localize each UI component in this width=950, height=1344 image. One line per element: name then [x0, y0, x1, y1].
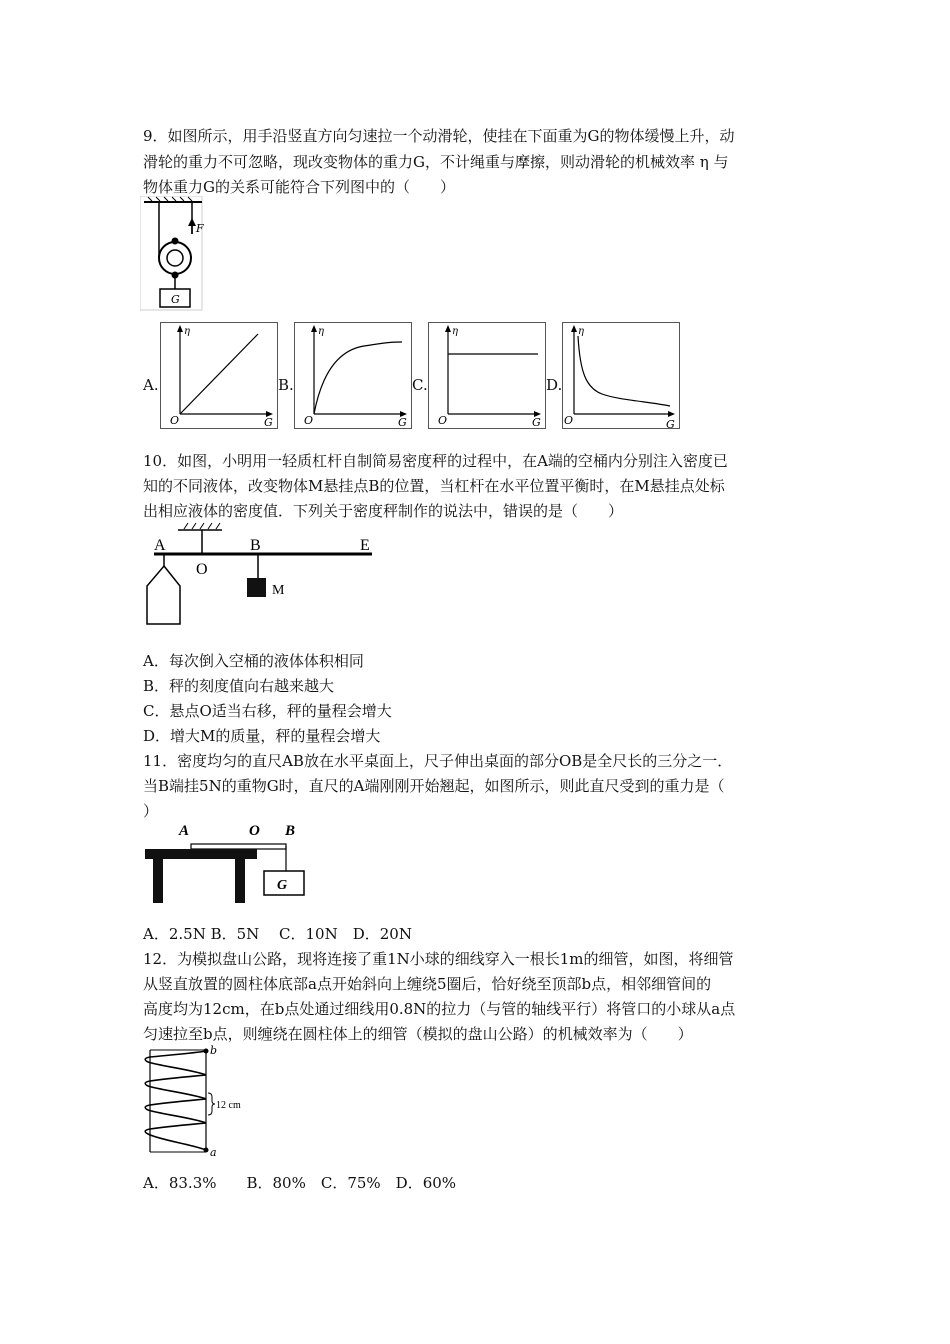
svg-text:O: O: [304, 414, 314, 427]
ruler-o-label: O: [249, 823, 260, 839]
option-d-label: D.: [546, 376, 563, 394]
svg-text:η: η: [318, 326, 324, 337]
q9-line-3: 物体重力G的关系可能符合下列图中的（ ）: [143, 178, 455, 196]
q12-answer-options: A．83.3% B．80% C．75% D．60%: [143, 1174, 457, 1192]
svg-text:G: G: [398, 416, 407, 429]
coil-gap-label: 12 cm: [216, 1100, 241, 1111]
q12-line-3: 高度均为12cm，在b点处通过细线用0.8N的拉力（与管的轴线平行）将管口的小球从a点: [143, 1000, 736, 1018]
q11-line-3: ）: [143, 802, 159, 820]
svg-text:η: η: [184, 326, 190, 337]
pulley-figure: [140, 196, 210, 311]
svg-text:O: O: [564, 414, 574, 427]
option-a-label: A.: [143, 376, 159, 394]
q10-line-1: 10．如图，小明用一轻质杠杆自制简易密度秤的过程中，在A端的空桶内分别注入密度已: [143, 452, 728, 470]
q10-choice-c: C．悬点O适当右移，秤的量程会增大: [143, 702, 392, 720]
svg-text:η: η: [452, 326, 458, 337]
pulley-weight-label: G: [171, 293, 180, 306]
graph-b: [294, 322, 414, 430]
coil-a-label: a: [210, 1146, 217, 1159]
pulley-force-label: F: [196, 222, 204, 235]
coil-cylinder-figure: [140, 1044, 248, 1159]
q10-line-3: 出相应液体的密度值．下列关于密度秤制作的说法中，错误的是（ ）: [143, 502, 624, 520]
lever-e-label: E: [360, 537, 370, 554]
q11-line-1: 11．密度均匀的直尺AB放在水平桌面上，尺子伸出桌面的部分OB是全尺长的三分之一．: [143, 752, 733, 770]
q12-line-2: 从竖直放置的圆柱体底部a点开始斜向上缠绕5圈后，恰好绕至顶部b点，相邻细管间的: [143, 975, 712, 993]
lever-m-label: M: [272, 583, 285, 598]
q11-line-2: 当B端挂5N的重物G时，直尺的A端刚刚开始翘起，如图所示，则此直尺受到的重力是（: [143, 777, 725, 795]
ruler-a-label: A: [179, 823, 190, 839]
graph-d: [562, 322, 682, 432]
ruler-table-figure: [143, 819, 313, 904]
svg-text:η: η: [578, 326, 584, 337]
q10-choice-b: B．秤的刻度值向右越来越大: [143, 677, 335, 695]
graph-c: [428, 322, 548, 430]
coil-b-label: b: [210, 1044, 218, 1057]
q12-line-1: 12．为模拟盘山公路，现将连接了重1N小球的细线穿入一根长1m的细管，如图，将细管: [143, 950, 734, 968]
q10-choice-a: A．每次倒入空桶的液体体积相同: [143, 652, 364, 670]
q11-answer-options: A．2.5N B．5N C．10N D．20N: [143, 925, 412, 943]
q9-line-1: 9．如图所示，用手沿竖直方向匀速拉一个动滑轮，使挂在下面重为G的物体缓慢上升，动: [143, 127, 735, 145]
ruler-g-label: G: [277, 878, 288, 893]
svg-text:G: G: [666, 418, 675, 431]
svg-text:G: G: [264, 416, 273, 429]
option-b-label: B.: [278, 376, 294, 394]
lever-o-label: O: [196, 561, 208, 578]
lever-a-label: A: [154, 537, 166, 554]
q10-choice-d: D．增大M的质量，秤的量程会增大: [143, 727, 381, 745]
graph-a: [160, 322, 280, 430]
option-c-label: C.: [412, 376, 428, 394]
q12-line-4: 匀速拉至b点，则缠绕在圆柱体上的细管（模拟的盘山公路）的机械效率为（ ）: [143, 1025, 693, 1043]
q10-line-2: 知的不同液体，改变物体M悬挂点B的位置，当杠杆在水平位置平衡时，在M悬挂点处标: [143, 477, 725, 495]
lever-figure: [140, 520, 375, 628]
svg-text:G: G: [532, 416, 541, 429]
svg-text:O: O: [170, 414, 180, 427]
lever-b-label: B: [250, 537, 261, 554]
svg-text:O: O: [438, 414, 448, 427]
q9-line-2: 滑轮的重力不可忽略，现改变物体的重力G，不计绳重与摩擦，则动滑轮的机械效率 η 与: [143, 153, 729, 171]
ruler-b-label: B: [285, 823, 296, 839]
